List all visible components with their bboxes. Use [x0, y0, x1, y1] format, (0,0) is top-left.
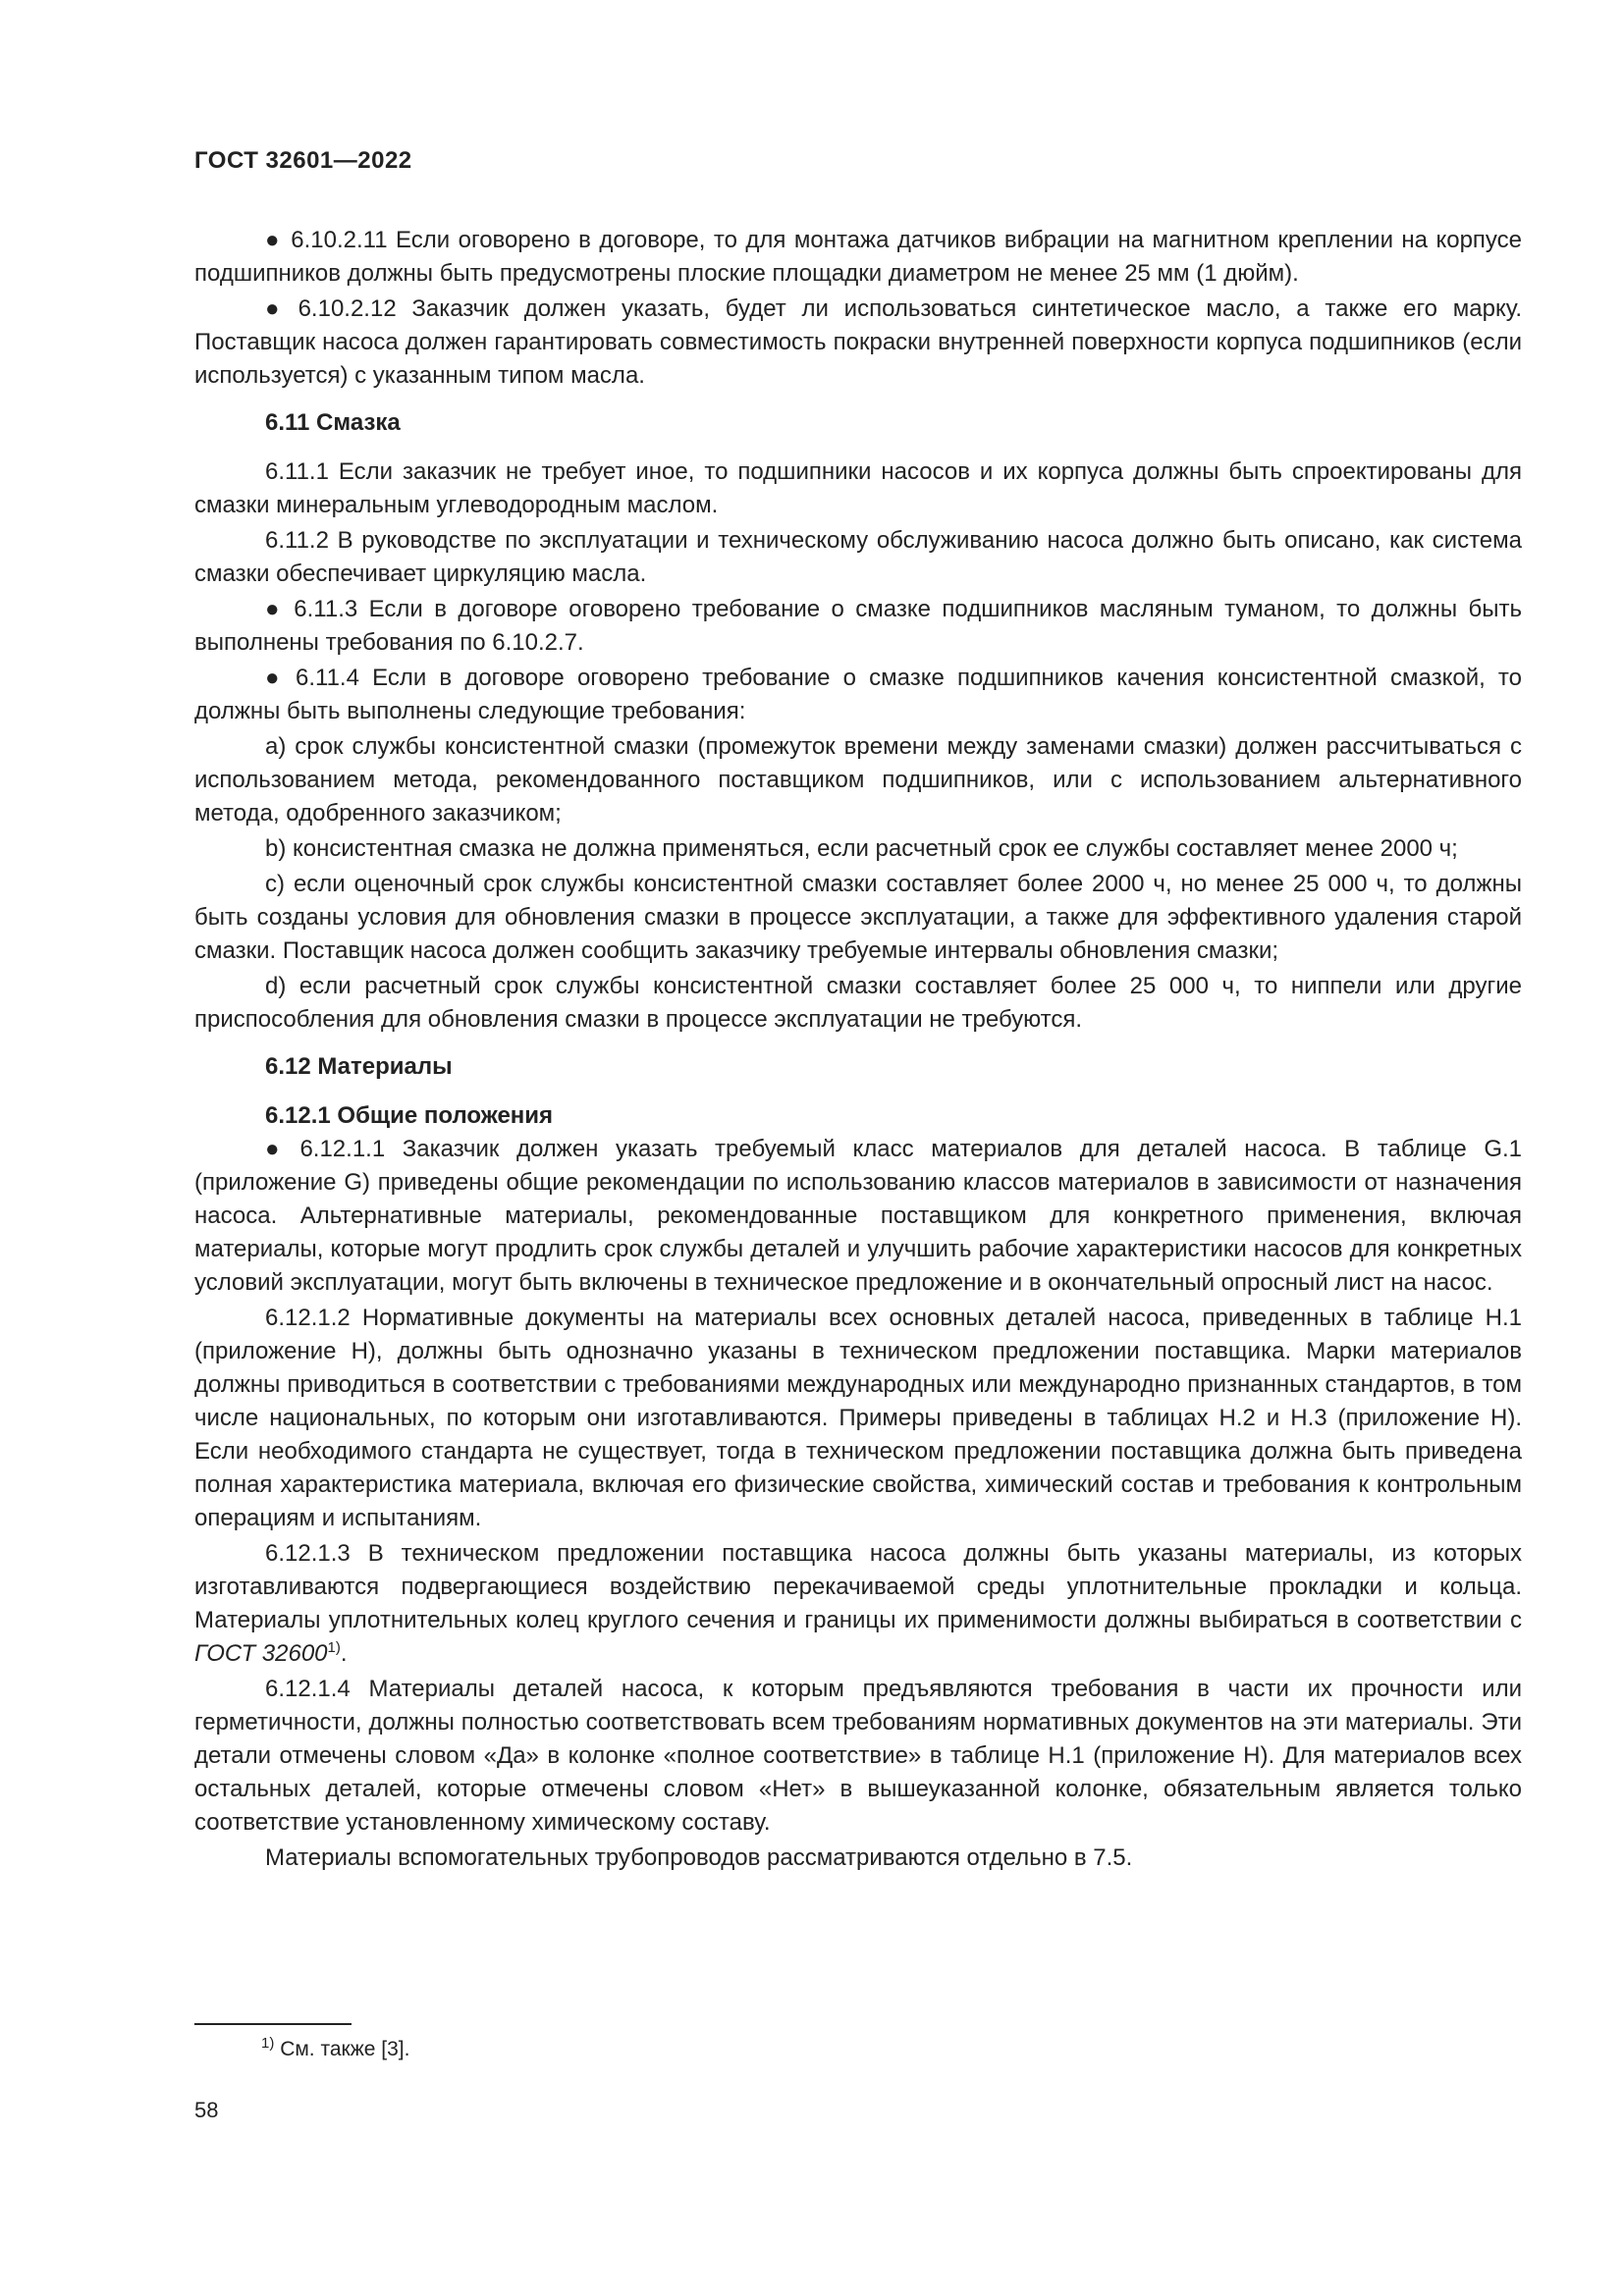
- clause-6-11-4: ● 6.11.4 Если в договоре оговорено требование о смазке подшипников качения консистентной смазкой, то должны быть выполнены следующие требования:: [194, 665, 1522, 724]
- footnote-divider: [194, 2023, 352, 2025]
- clause-6-11-2: 6.11.2 В руководстве по эксплуатации и техническому обслуживанию насоса должно быть описано, как система смазки обеспечивает циркуляцию масла.: [194, 527, 1522, 587]
- clause-6-11-1: 6.11.1 Если заказчик не требует иное, то подшипники насосов и их корпуса должны быть спроектированы для смазки минеральным углеводородным маслом.: [194, 458, 1522, 518]
- clause-6-12-1-1: ● 6.12.1.1 Заказчик должен указать требуемый класс материалов для деталей насоса. В таблице G.1 (приложение G) приведены общие рекомендации по использованию классов материалов в зависимости от назначения насоса. Альтернативные материалы, рекомендованные поставщиком для конкретного применения, включая материалы, которые могут продлить срок службы деталей и улучшить рабочие характеристики насосов для конкретных условий эксплуатации, могут быть включены в техническое предложение и в окончательный опросный лист на насос.: [194, 1136, 1523, 1296]
- footnote: [261, 2035, 410, 2061]
- list-item-a: a) срок службы консистентной смазки (промежуток времени между заменами смазки) должен рассчитываться с использованием метода, рекомендованного поставщиком подшипников, или с использованием альтернативного метода, одобренного заказчиком;: [194, 733, 1522, 827]
- list-item-c: c) если оценочный срок службы консистентной смазки составляет более 2000 ч, но менее 25 000 ч, то должны быть созданы условия для обновления смазки в процессе эксплуатации, а также для эффективного удаления старой смазки. Поставщик насоса должен сообщить заказчику требуемые интервалы обновления смазки;: [194, 871, 1522, 964]
- bullet-icon: ●: [265, 596, 285, 622]
- auxiliary-piping-note: Материалы вспомогательных трубопроводов рассматриваются отдельно в 7.5.: [265, 1844, 1133, 1871]
- bullet-icon: ●: [265, 227, 282, 253]
- section-heading-6-12: 6.12 Материалы: [265, 1053, 453, 1080]
- clause-6-12-1-2: 6.12.1.2 Нормативные документы на материалы всех основных деталей насоса, приведенных в таблице H.1 (приложение H), должны быть однозначно указаны в техническом предложении поставщика. Марки материалов должны приводиться в соответствии с требованиями международных или международно признанных стандартов, в том числе национальных, по которым они изготавливаются. Примеры приведены в таблицах H.2 и H.3 (приложение H). Если необходимого стандарта не существует, тогда в техническом предложении поставщика должна быть приведена полная характеристика материала, включая его физические свойства, химический состав и требования к контрольным операциям и испытаниям.: [194, 1305, 1523, 1531]
- document-code-header: ГОСТ 32601—2022: [194, 147, 412, 174]
- standard-reference: ГОСТ 32600: [194, 1640, 328, 1667]
- bullet-icon: ●: [265, 1136, 291, 1162]
- clause-6-12-1-3: 6.12.1.3 В техническом предложении поставщика насоса должны быть указаны материалы, из которых изготавливаются подвергающиеся воздействию перекачиваемой среды уплотнительные прокладки и кольца. Материалы уплотнительных колец круглого сечения и границы их применимости должны выбираться в соответствии с ГОСТ 32600$^{1)}$.: [194, 1540, 1522, 1667]
- clause-6-10-2-12: ● 6.10.2.12 Заказчик должен указать, будет ли использоваться синтетическое масло, а также его марку. Поставщик насоса должен гарантировать совместимость покраски внутренней поверхности корпуса подшипников (если используется) с указанным типом масла.: [194, 295, 1522, 389]
- clause-6-11-3: ● 6.11.3 Если в договоре оговорено требование о смазке подшипников масляным туманом, то должны быть выполнены требования по 6.10.2.7.: [194, 596, 1522, 656]
- clause-6-10-2-11: ● 6.10.2.11 Если оговорено в договоре, то для монтажа датчиков вибрации на магнитном креплении на корпусе подшипников должны быть предусмотрены плоские площадки диаметром не менее 25 мм (1 дюйм).: [194, 227, 1523, 287]
- list-item-b: b) консистентная смазка не должна применяться, если расчетный срок ее службы составляет менее 2000 ч;: [265, 835, 1458, 862]
- subsection-heading-6-12-1: 6.12.1 Общие положения: [265, 1102, 554, 1129]
- footnote-mark: 1): [261, 2035, 275, 2052]
- list-item-d: d) если расчетный срок службы консистентной смазки составляет более 25 000 ч, то ниппели или другие приспособления для обновления смазки в процессе эксплуатации не требуются.: [194, 973, 1522, 1033]
- section-heading-6-11: 6.11 Смазка: [265, 409, 401, 436]
- bullet-icon: ●: [265, 665, 286, 691]
- footnote-text: См. также [3].: [280, 2038, 410, 2060]
- document-body: [194, 224, 1522, 1877]
- footnote-reference: 1): [327, 1639, 341, 1656]
- clause-6-12-1-4: 6.12.1.4 Материалы деталей насоса, к которым предъявляются требования в части их прочности или герметичности, должны полностью соответствовать всем требованиям нормативных документов на эти материалы. Эти детали отмечены словом «Да» в колонке «полное соответствие» в таблице H.1 (приложение H). Для материалов всех остальных деталей, которые отмечены словом «Нет» в вышеуказанной колонке, обязательным является только соответствие установленному химическому составу.: [194, 1676, 1522, 1836]
- page-number: 58: [194, 2098, 219, 2122]
- bullet-icon: ●: [265, 295, 289, 322]
